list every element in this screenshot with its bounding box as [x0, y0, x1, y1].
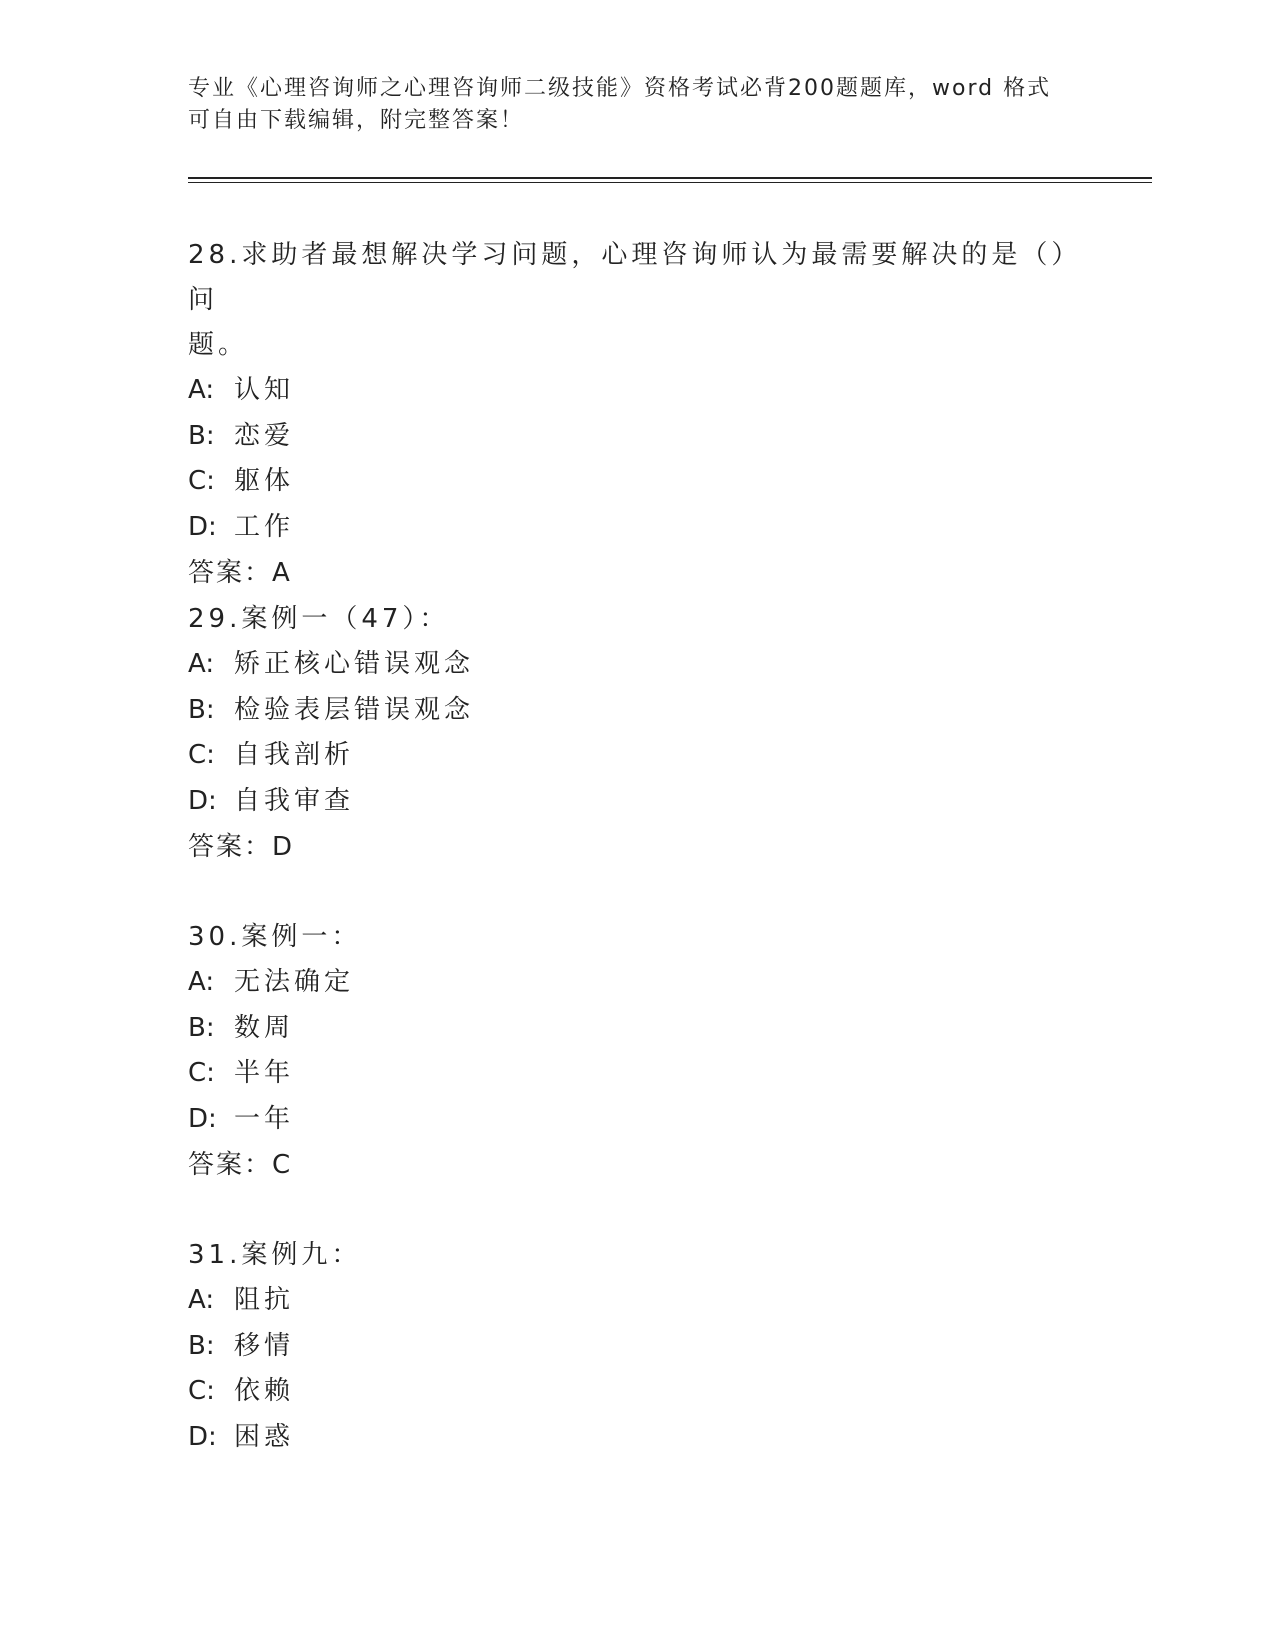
option-text: 数周 [234, 1012, 295, 1043]
question-stem: 30.案例一： [188, 922, 362, 952]
option-letter: A: [188, 1285, 215, 1315]
option-d [188, 505, 1088, 551]
option-c [188, 1051, 1088, 1097]
option-a [188, 1278, 1088, 1324]
option-text: 矫正核心错误观念 [234, 649, 475, 679]
header-divider-bottom [188, 182, 1152, 183]
option-a [188, 368, 1088, 414]
option-b [188, 414, 1088, 460]
answer-line: 答案：D [188, 832, 295, 862]
option-text: 半年 [234, 1058, 295, 1088]
option-a [188, 960, 1088, 1006]
option-letter: A: [188, 649, 215, 679]
option-letter: A: [188, 967, 215, 997]
option-text: 依赖 [234, 1376, 295, 1406]
option-text: 阻抗 [234, 1285, 295, 1315]
option-b [188, 1324, 1088, 1370]
header-line-1: 专业《心理咨询师之心理咨询师二级技能》资格考试必背200题题库，word 格式 [188, 76, 1052, 101]
header-divider-top [188, 177, 1152, 179]
option-letter: D: [188, 511, 217, 542]
header-line-2: 可自由下载编辑，附完整答案！ [188, 108, 525, 133]
option-b [188, 688, 1088, 734]
option-text: 自我剖析 [234, 740, 355, 770]
question-28 [188, 233, 1088, 596]
question-stem: 31.案例九： [188, 1240, 362, 1270]
option-letter: B: [188, 420, 215, 451]
answer-line: 答案：A [188, 558, 292, 588]
option-c [188, 1369, 1088, 1415]
option-c [188, 459, 1088, 505]
option-text: 移情 [234, 1330, 295, 1361]
option-letter: D: [188, 785, 217, 816]
option-text: 检验表层错误观念 [234, 694, 475, 725]
option-b [188, 1006, 1088, 1052]
option-text: 自我审查 [234, 785, 355, 816]
option-letter: B: [188, 1330, 215, 1361]
option-d [188, 779, 1088, 825]
option-letter: C: [188, 466, 215, 496]
question-31 [188, 1233, 1088, 1460]
option-text: 躯体 [234, 466, 295, 496]
question-stem: 29.案例一（47）： [188, 604, 450, 634]
option-text: 认知 [234, 375, 295, 405]
option-d [188, 1097, 1088, 1143]
question-30 [188, 915, 1088, 1188]
option-text: 恋爱 [234, 420, 295, 451]
question-29 [188, 597, 1088, 870]
option-text: 无法确定 [234, 967, 355, 997]
option-letter: C: [188, 1376, 215, 1406]
question-stem: 28.求助者最想解决学习问题，心理咨询师认为最需要解决的是（）问 题。 [188, 240, 1082, 360]
option-letter: C: [188, 740, 215, 770]
option-a [188, 642, 1088, 688]
document-header [188, 73, 1088, 137]
option-d [188, 1415, 1088, 1461]
option-text: 困惑 [234, 1421, 295, 1452]
option-c [188, 733, 1088, 779]
option-text: 一年 [234, 1103, 295, 1134]
option-letter: B: [188, 694, 215, 725]
option-text: 工作 [234, 511, 295, 542]
option-letter: A: [188, 375, 215, 405]
option-letter: D: [188, 1421, 217, 1452]
option-letter: D: [188, 1103, 217, 1134]
option-letter: B: [188, 1012, 215, 1043]
answer-line: 答案：C [188, 1150, 293, 1180]
option-letter: C: [188, 1058, 215, 1088]
